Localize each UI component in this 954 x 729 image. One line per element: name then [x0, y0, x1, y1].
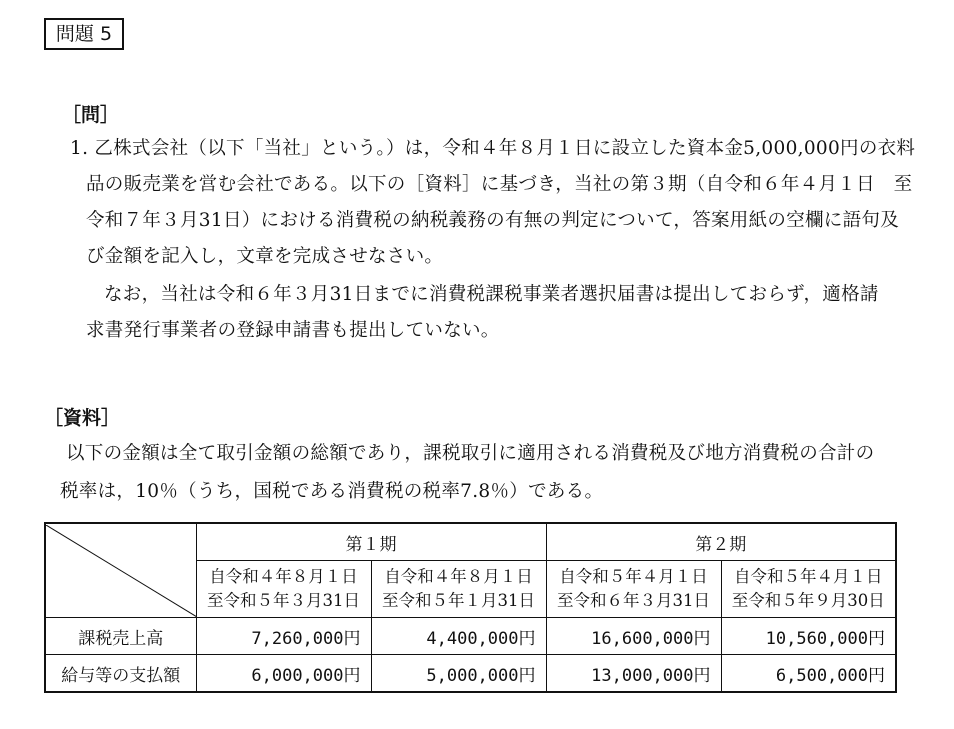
diagonal-line [46, 525, 197, 617]
range-cell: 自令和５年４月１日 至令和６年３月31日 [546, 561, 721, 618]
question-line-2: 品の販売業を営む会社である。以下の［資料］に基づき，当社の第３期（自令和６年４月１日 至 [86, 174, 913, 195]
question-line-6: 求書発行事業者の登録申請書も提出していない。 [86, 320, 500, 341]
problem-number-box: 問題 5 [44, 18, 124, 50]
value-cell: 6,000,000円 [196, 655, 371, 693]
question-heading: ［問］ [62, 104, 120, 126]
materials-heading: ［資料］ [44, 407, 121, 429]
table-row [45, 618, 896, 655]
question-line-1: 1. 乙株式会社（以下「当社」という。）は，令和４年８月１日に設立した資本金5,000,000円の衣料 [70, 138, 916, 159]
period-1-header: 第１期 [196, 523, 546, 561]
value-cell: 10,560,000円 [721, 618, 896, 655]
diagonal-header-cell [45, 523, 196, 618]
range-cell: 自令和４年８月１日 至令和５年３月31日 [196, 561, 371, 618]
question-line-4: び金額を記入し，文章を完成させなさい。 [86, 246, 444, 267]
value-cell: 6,500,000円 [721, 655, 896, 693]
value-cell: 5,000,000円 [371, 655, 546, 693]
range-cell: 自令和５年４月１日 至令和５年９月30日 [721, 561, 896, 618]
question-line-5: なお，当社は令和６年３月31日までに消費税課税事業者選択届書は提出しておらず，適格請 [104, 284, 879, 305]
value-cell: 7,260,000円 [196, 618, 371, 655]
question-line-3: 令和７年３月31日）における消費税の納税義務の有無の判定について，答案用紙の空欄に語句及 [86, 210, 900, 231]
materials-line-2: 税率は，10％（うち，国税である消費税の税率7.8％）である。 [60, 481, 604, 502]
range-cell: 自令和４年８月１日 至令和５年１月31日 [371, 561, 546, 618]
row-label-taxable-sales: 課税売上高 [45, 618, 196, 655]
value-cell: 4,400,000円 [371, 618, 546, 655]
value-cell: 16,600,000円 [546, 618, 721, 655]
table-row [45, 655, 896, 693]
materials-line-1: 以下の金額は全て取引金額の総額であり，課税取引に適用される消費税及び地方消費税の合計の [66, 443, 875, 464]
value-cell: 13,000,000円 [546, 655, 721, 693]
sales-salary-table [44, 522, 897, 693]
row-label-salary-payments: 給与等の支払額 [45, 655, 196, 693]
period-2-header: 第２期 [546, 523, 896, 561]
